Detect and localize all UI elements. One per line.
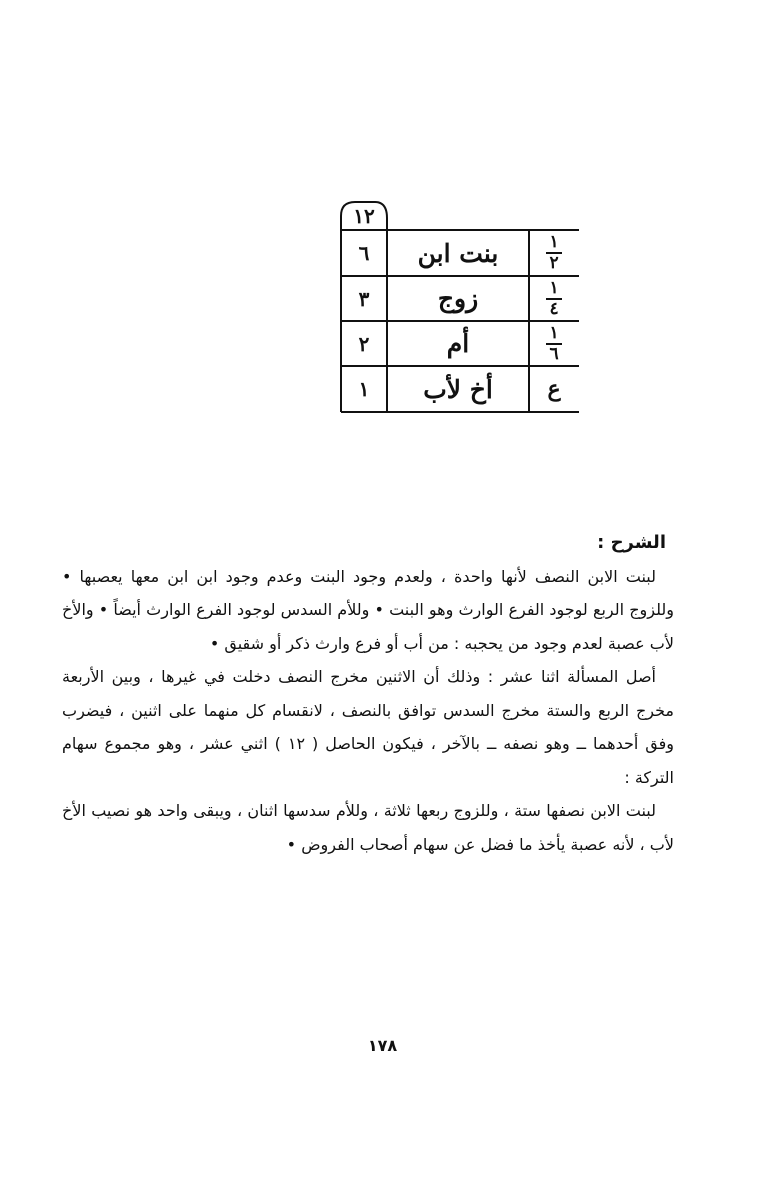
row-1-heir: بنت ابن — [417, 238, 499, 268]
inheritance-table — [339, 200, 579, 413]
row-3-share-denominator: ٦ — [549, 343, 559, 364]
row-4-heir: أخ لأب — [423, 374, 493, 404]
row-1-share — [529, 230, 579, 276]
base-number: ١٢ — [353, 204, 375, 228]
row-4-share-residuary: ع — [547, 376, 561, 402]
row-4-count: ١ — [358, 377, 370, 401]
row-3-share — [529, 321, 579, 366]
row-2-share — [529, 276, 579, 321]
commentary-paragraph-1: لبنت الابن النصف لأنها واحدة ، ولعدم وجود البنت وعدم وجود ابن ابن معها يعصبها • وللزوج الربع لوجود الفرع الوارث وهو البنت • وللأم السدس لوجود الفرع الوارث أيضاً • والأخ لأب عصبة لعدم وجود من يحجبه : من أب أو فرع وارث ذكر أو شقيق • — [62, 566, 674, 653]
commentary-heading: الشرح : — [597, 532, 666, 553]
page-number: ١٧٨ — [367, 1036, 398, 1055]
row-2-share-numerator: ١ — [546, 280, 561, 300]
row-1-share-denominator: ٢ — [549, 253, 559, 273]
row-2-count: ٣ — [358, 286, 370, 311]
commentary-section — [62, 526, 674, 861]
commentary-paragraph-3: لبنت الابن نصفها ستة ، وللزوج ربعها ثلاثة ، وللأم سدسها اثنان ، ويبقى واحد هو نصيب الأخ لأب ، لأنه عصبة يأخذ ما فضل عن سهام أصحاب الفروض • — [62, 801, 674, 854]
commentary-paragraph-2: أصل المسألة اثنا عشر : وذلك أن الاثنين مخرج النصف دخلت في غيرها ، وبين الأربعة مخرج الربع والستة مخرج السدس توافق بالنصف ، لانقسام كل منهما على اثنين ، فيضرب وفق أحدهما ــ وهو نصفه ــ بالآخر ، فيكون الحاصل ( ١٢ ) اثني عشر ، وهو مجموع سهام التركة : — [62, 667, 674, 787]
row-2-heir: زوج — [437, 284, 479, 313]
row-1-share-numerator: ١ — [546, 234, 561, 254]
row-3-share-numerator: ١ — [546, 325, 561, 345]
row-3-heir: أم — [446, 329, 470, 358]
row-3-count: ٢ — [358, 331, 370, 356]
row-1-count: ٦ — [358, 241, 370, 265]
row-2-share-denominator: ٤ — [549, 298, 559, 319]
